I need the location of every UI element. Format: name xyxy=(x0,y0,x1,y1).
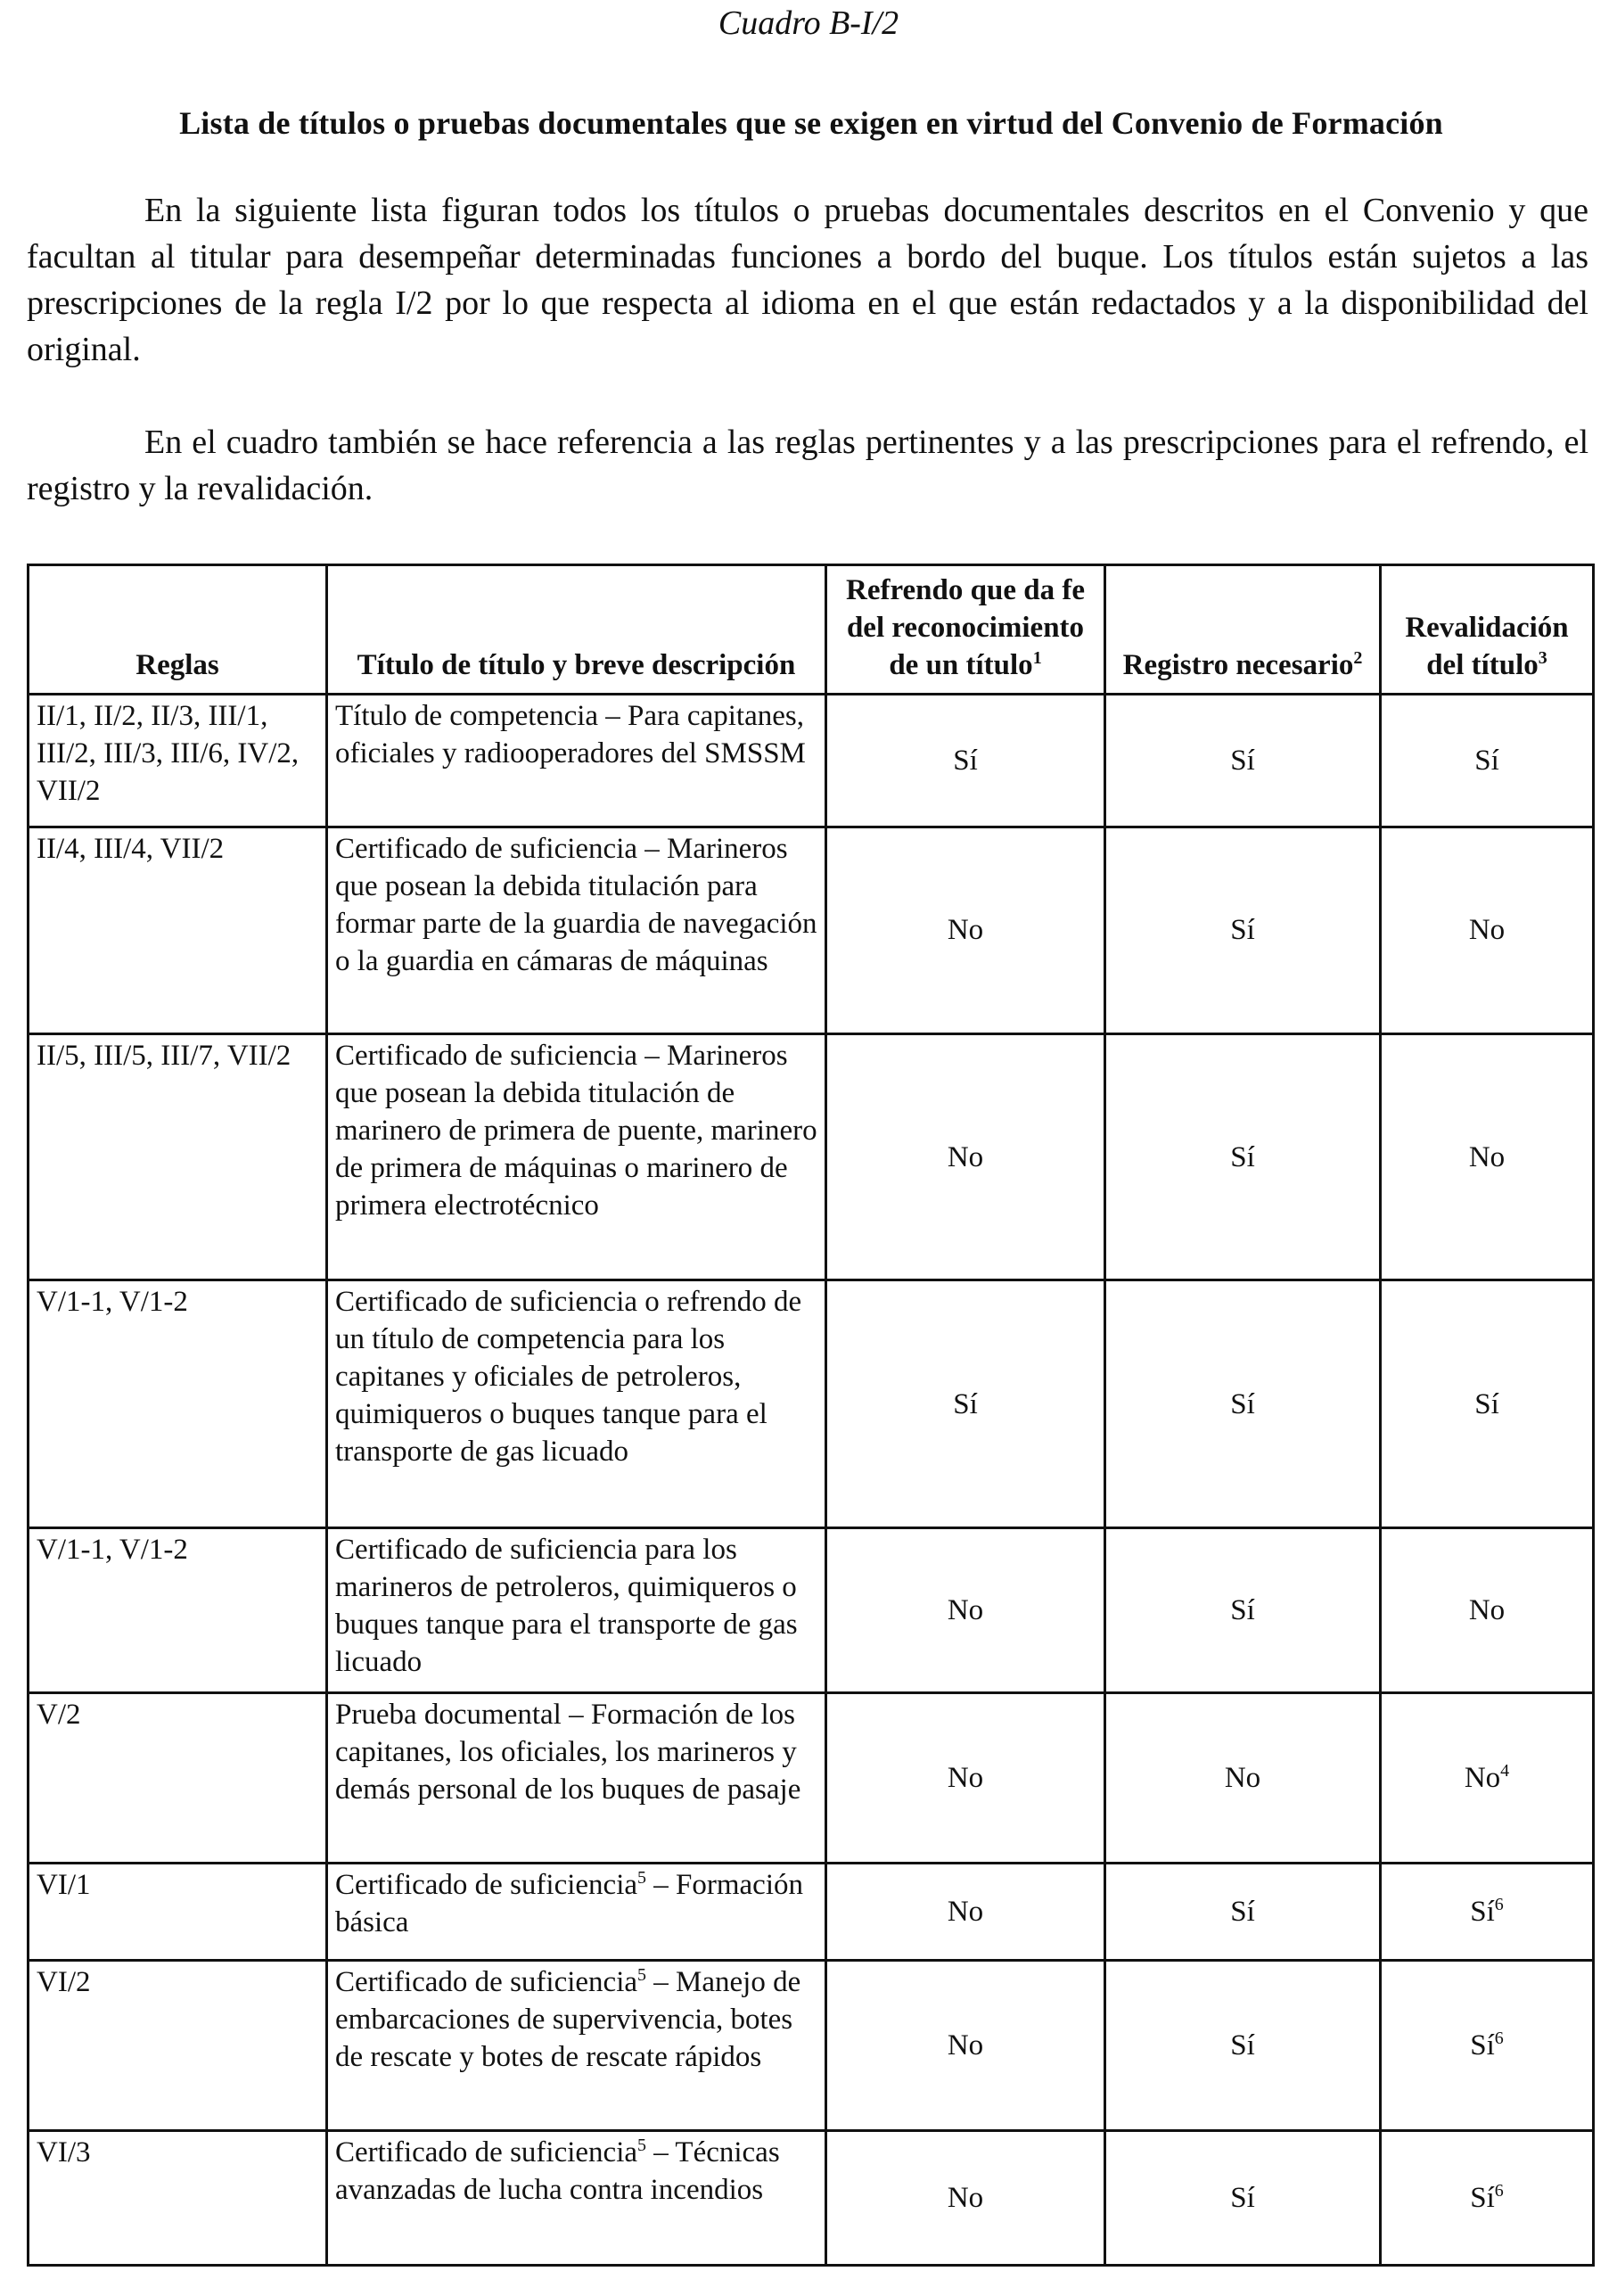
table-row xyxy=(29,1692,1594,1863)
endorsement-cell: Sí xyxy=(826,1280,1105,1528)
footnote-marker: 4 xyxy=(1500,1760,1510,1781)
revalidation-cell: No xyxy=(1381,827,1594,1034)
intro-paragraph-2: En el cuadro también se hace referencia a las reglas pertinentes y a las prescripciones para el refrendo, el registro y la revalidación. xyxy=(27,424,1588,507)
rules-cell: II/5, III/5, III/7, VII/2 xyxy=(29,1033,327,1280)
revalidation-cell: Sí xyxy=(1381,695,1594,827)
table-header-row xyxy=(29,565,1594,695)
header-revalidation: Revalidación del título$^3$ xyxy=(1381,565,1594,695)
header-title: Título de título y breve descripción xyxy=(327,565,826,695)
rules-cell: V/2 xyxy=(29,1692,327,1863)
table-row xyxy=(29,2130,1594,2265)
footnote-marker: 5 xyxy=(637,2135,647,2155)
table-row xyxy=(29,1033,1594,1280)
header-endorsement: Refrendo que da fe del reconocimiento de un título$^1$ xyxy=(826,565,1105,695)
title-cell: Certificado de suficiencia – Marineros que posean la debida titulación de marinero de primera de puente, marinero de primera de máquinas o marinero de primera electrotécnico xyxy=(327,1033,826,1280)
rules-cell: VI/1 xyxy=(29,1863,327,1960)
footnote-marker: 6 xyxy=(1494,1894,1504,1914)
table-row xyxy=(29,1280,1594,1528)
endorsement-cell: No xyxy=(826,1528,1105,1692)
rules-cell: II/4, III/4, VII/2 xyxy=(29,827,327,1034)
registry-cell: Sí xyxy=(1105,1528,1381,1692)
endorsement-cell: No xyxy=(826,1960,1105,2130)
registry-cell: Sí xyxy=(1105,1280,1381,1528)
table-caption: Cuadro B-I/2 xyxy=(718,4,899,42)
footnote-marker: 5 xyxy=(637,1867,647,1888)
endorsement-cell: Sí xyxy=(826,695,1105,827)
table-row xyxy=(29,827,1594,1034)
footnote-marker: 3 xyxy=(1538,648,1547,668)
revalidation-cell: No$^4$ xyxy=(1381,1692,1594,1863)
table-row xyxy=(29,1960,1594,2130)
header-rules: Reglas xyxy=(29,565,327,695)
rules-cell: V/1-1, V/1-2 xyxy=(29,1528,327,1692)
title-cell: Certificado de suficiencia$^5$ – Formación básica xyxy=(327,1863,826,1960)
registry-cell: No xyxy=(1105,1692,1381,1863)
rules-cell: VI/3 xyxy=(29,2130,327,2265)
registry-cell: Sí xyxy=(1105,1863,1381,1960)
title-cell: Certificado de suficiencia – Marineros que posean la debida titulación para formar parte de la guardia de navegación o la guardia en cámaras de máquinas xyxy=(327,827,826,1034)
intro-paragraph-1: En la siguiente lista figuran todos los títulos o pruebas documentales descritos en el Convenio y que facultan al titular para desempeñar determinadas funciones a bordo del buque. Los títulos están sujetos a las prescripciones de la regla I/2 por lo que respecta al idioma en el que están redactados y a la disponibilidad del original. xyxy=(27,192,1588,368)
registry-cell: Sí xyxy=(1105,2130,1381,2265)
page-heading: Lista de títulos o pruebas documentales que se exigen en virtud del Convenio de Formación xyxy=(179,105,1443,141)
revalidation-cell: $Sí^6$ xyxy=(1381,1960,1594,2130)
revalidation-cell: $Sí^6$ xyxy=(1381,1863,1594,1960)
table-row xyxy=(29,695,1594,827)
endorsement-cell: No xyxy=(826,827,1105,1034)
revalidation-cell: $Sí^6$ xyxy=(1381,2130,1594,2265)
footnote-marker: 2 xyxy=(1353,648,1363,668)
header-registry: Registro necesario$^2$ xyxy=(1105,565,1381,695)
footnote-marker: 1 xyxy=(1032,648,1042,668)
title-cell: Prueba documental – Formación de los capitanes, los oficiales, los marineros y demás personal de los buques de pasaje xyxy=(327,1692,826,1863)
footnote-marker: 5 xyxy=(637,1964,647,1985)
endorsement-cell: No xyxy=(826,2130,1105,2265)
rules-cell: VI/2 xyxy=(29,1960,327,2130)
registry-cell: Sí xyxy=(1105,1960,1381,2130)
title-cell: Título de competencia – Para capitanes, oficiales y radiooperadores del SMSSM xyxy=(327,695,826,827)
endorsement-cell: No xyxy=(826,1033,1105,1280)
footnote-marker: 6 xyxy=(1494,2028,1504,2048)
endorsement-cell: No xyxy=(826,1863,1105,1960)
certificates-table xyxy=(27,564,1595,2267)
title-cell: Certificado de suficiencia para los marineros de petroleros, quimiqueros o buques tanque para el transporte de gas licuado xyxy=(327,1528,826,1692)
title-cell: Certificado de suficiencia o refrendo de un título de competencia para los capitanes y oficiales de petroleros, quimiqueros o buques tanque para el transporte de gas licuado xyxy=(327,1280,826,1528)
revalidation-cell: No xyxy=(1381,1528,1594,1692)
registry-cell: Sí xyxy=(1105,827,1381,1034)
title-cell: Certificado de suficiencia$^5$ – Manejo de embarcaciones de supervivencia, botes de rescate y botes de rescate rápidos xyxy=(327,1960,826,2130)
table-row xyxy=(29,1863,1594,1960)
registry-cell: Sí xyxy=(1105,1033,1381,1280)
title-cell: Certificado de suficiencia$^5$ – Técnicas avanzadas de lucha contra incendios xyxy=(327,2130,826,2265)
table-row xyxy=(29,1528,1594,1692)
endorsement-cell: No xyxy=(826,1692,1105,1863)
footnote-marker: 6 xyxy=(1494,2180,1504,2201)
registry-cell: Sí xyxy=(1105,695,1381,827)
revalidation-cell: Sí xyxy=(1381,1280,1594,1528)
rules-cell: II/1, II/2, II/3, III/1, III/2, III/3, III/6, IV/2, VII/2 xyxy=(29,695,327,827)
revalidation-cell: No xyxy=(1381,1033,1594,1280)
rules-cell: V/1-1, V/1-2 xyxy=(29,1280,327,1528)
